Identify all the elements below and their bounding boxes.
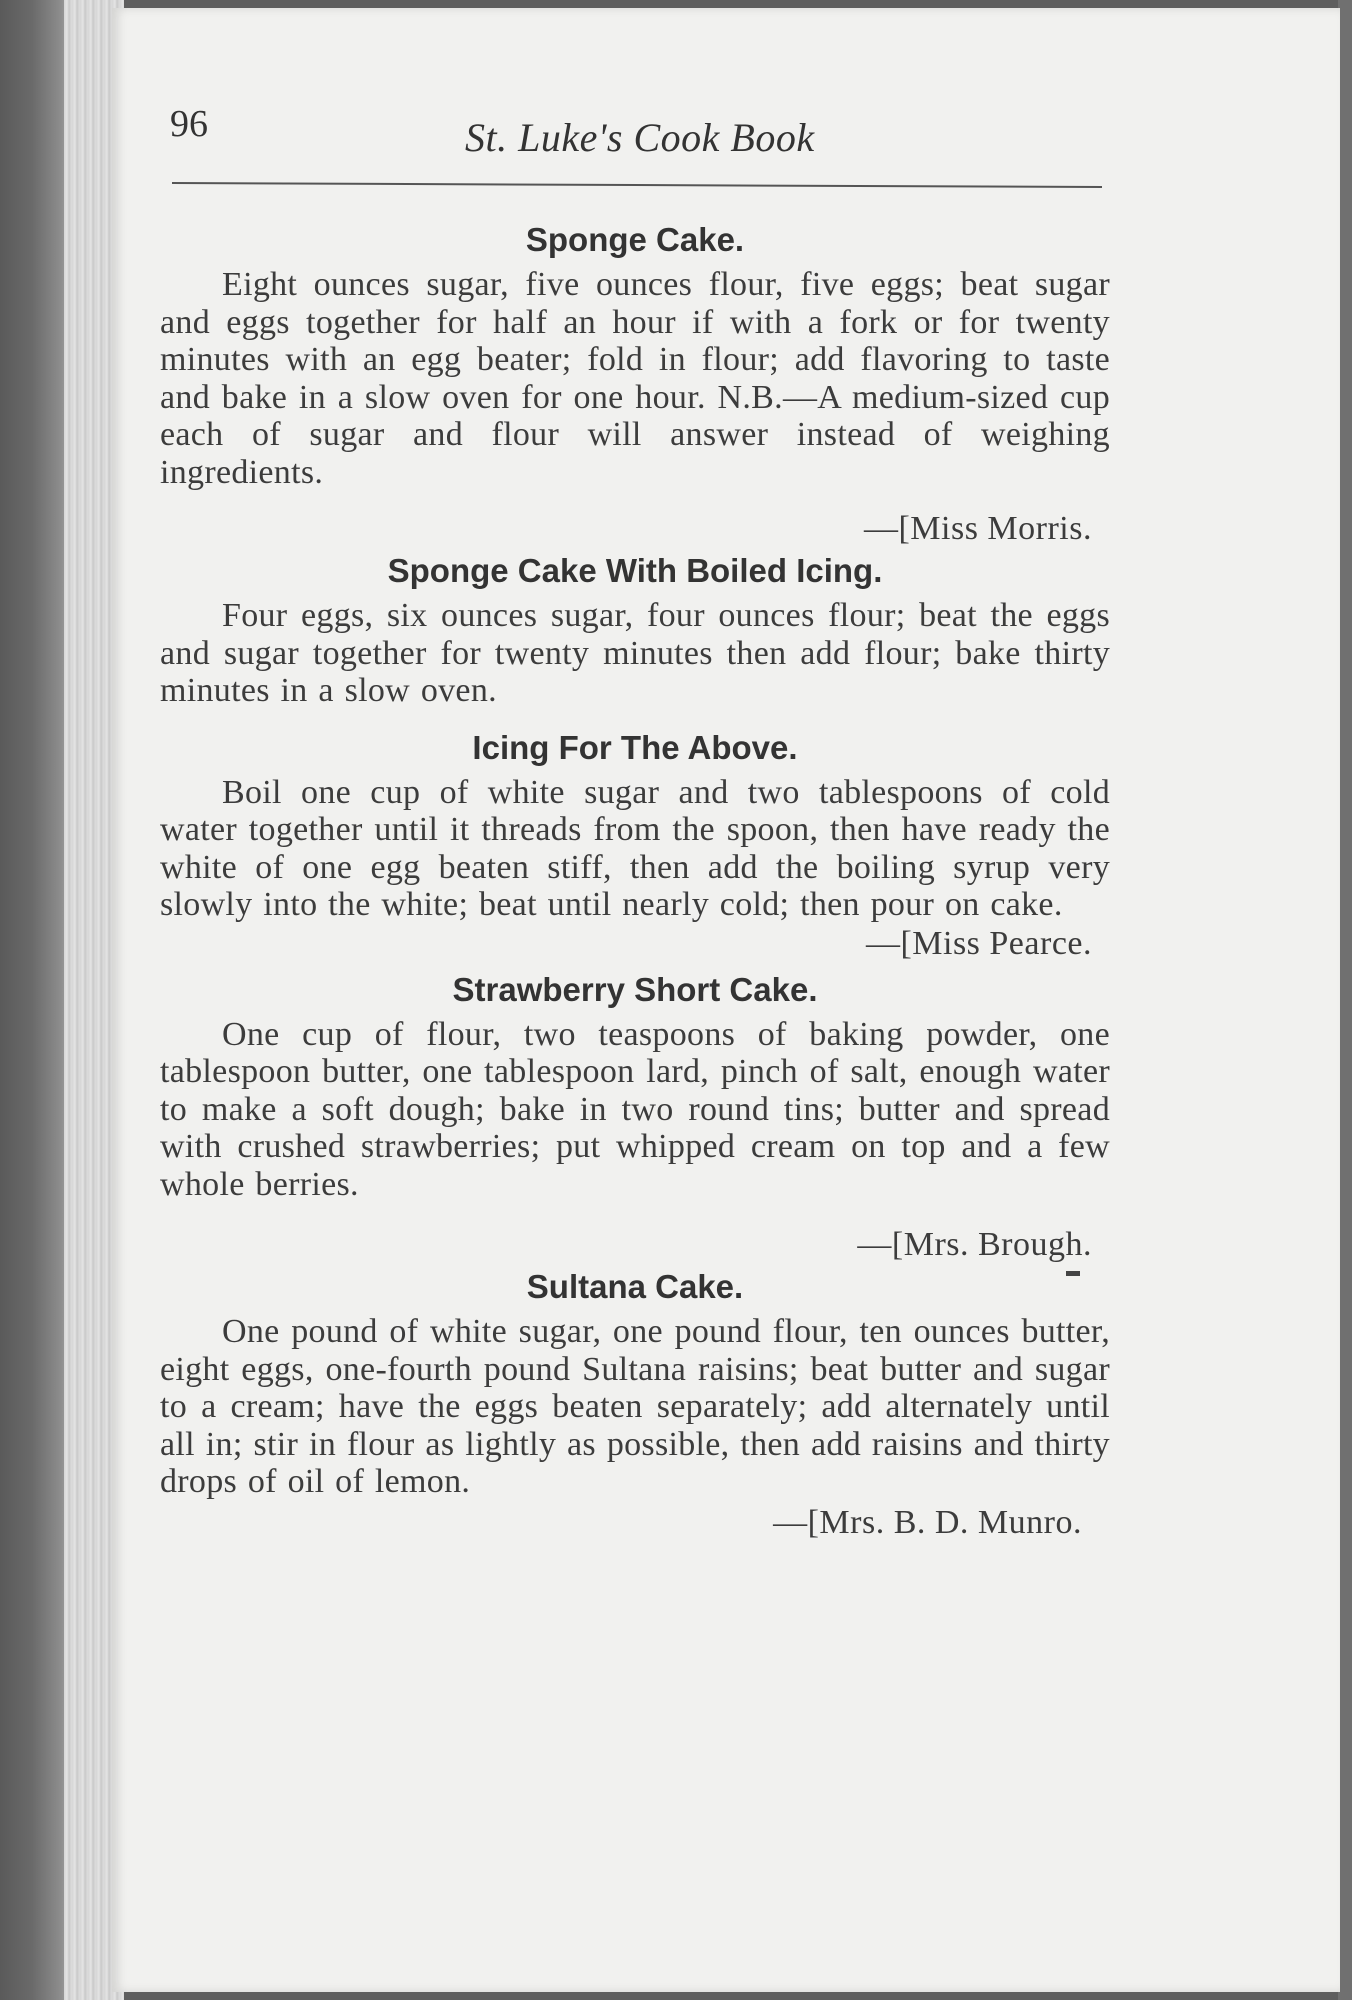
page-number: 96 [170, 103, 208, 145]
recipe-attribution: —[Mrs. Brough. [857, 1226, 1092, 1263]
running-head [170, 98, 1100, 168]
recipe-title: Strawberry Short Cake. [452, 970, 818, 1008]
page-content [160, 210, 1110, 1543]
scan-background-right [1338, 0, 1352, 2000]
recipe-attribution: —[Miss Pearce. [865, 924, 1092, 962]
recipe-sponge-cake [160, 218, 1110, 549]
recipe-title: Icing For The Above. [472, 728, 798, 766]
recipe-body: One cup of flour, two teaspoons of baking powder, one tablespoon butter, one tablespoon lard, pinch of salt, enough water to make a soft dough; bake in two round tins; butter and spread with crushed strawberries; put whipped cream on top and a few whole berries. [160, 1015, 1110, 1203]
recipe-title: Sponge Cake. [525, 221, 745, 258]
recipe-body: Boil one cup of white sugar and two tablespoons of cold water together until it threads from the spoon, then have ready the white of one egg beaten stiff, then add the boiling syrup very slowly into the white; beat until nearly cold; then pour on cake. [160, 773, 1110, 923]
recipe-attribution: —[Miss Morris. [863, 510, 1092, 547]
recipe-title: Sultana Cake. [526, 1268, 744, 1305]
ink-mark [1066, 1271, 1080, 1276]
recipe-title: Sponge Cake With Boiled Icing. [387, 552, 883, 589]
recipe-body: Eight ounces sugar, five ounces flour, five eggs; beat sugar and eggs together for half an hour if with a fork or for twenty minutes with an egg beater; fold in flour; add flavoring to taste and bake in a slow oven for one hour. N.B.—A medium-sized cup each of sugar and flour will answer instead of weighing ingredients. [160, 266, 1110, 491]
recipe-icing-for-the-above [160, 726, 1110, 964]
recipe-body: One pound of white sugar, one pound flour, ten ounces butter, eight eggs, one-fourth pound Sultana raisins; beat butter and sugar to a cream; have the eggs beaten separately; add alternately until all in; stir in flour as lightly as possible, then add raisins and thirty drops of oil of lemon. [160, 1313, 1110, 1500]
recipe-strawberry-short-cake [160, 968, 1110, 1266]
recipe-sultana-cake [160, 1265, 1110, 1543]
recipe-sponge-cake-boiled-icing [160, 549, 1110, 710]
recipe-body: Four eggs, six ounces sugar, four ounces flour; beat the eggs and sugar together for twenty minutes then add flour; bake thirty minutes in a slow oven. [160, 597, 1110, 709]
recipe-attribution: —[Mrs. B. D. Munro. [773, 1503, 1082, 1541]
book-title: St. Luke's Cook Book [465, 115, 815, 160]
